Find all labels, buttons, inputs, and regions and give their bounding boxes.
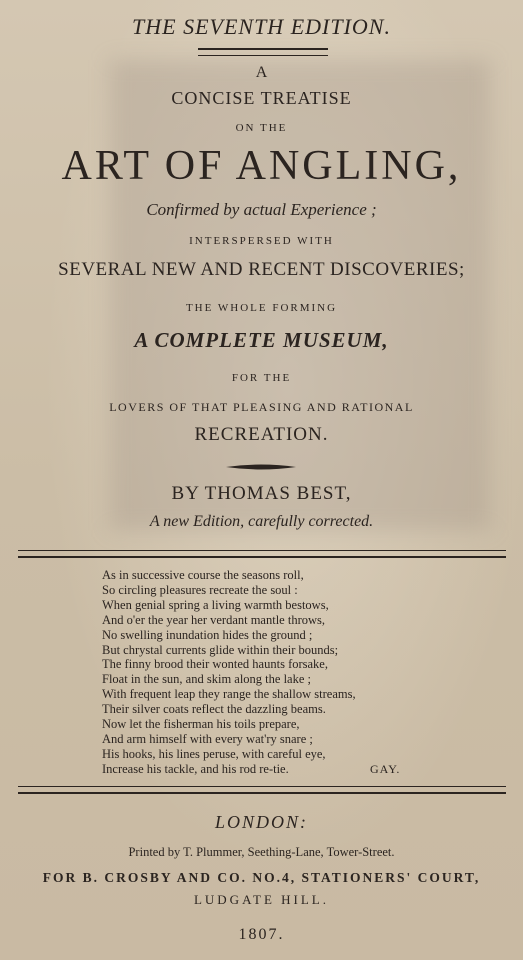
author-name: THOMAS BEST, (204, 483, 352, 504)
subtitle-confirmed: Confirmed by actual Experience ; (146, 200, 377, 219)
poem-line: Float in the sun, and skim along the lake ; (102, 672, 311, 687)
poem-line: So circling pleasures recreate the soul : (102, 582, 298, 597)
imprint-printer: Printed by T. Plummer, Seething-Lane, Tower-Street. (128, 845, 395, 859)
poem-line: No swelling inundation hides the ground ; (102, 627, 313, 642)
poem-line: When genial spring a living warmth bestows, (102, 597, 329, 612)
ornamental-rule (226, 462, 296, 472)
poem-line: With frequent leap they range the shallow streams, (102, 687, 356, 702)
poem-bottom-rule (18, 786, 506, 794)
main-title: ART OF ANGLING, (61, 143, 462, 189)
poem-line: And o'er the year her verdant mantle throws, (102, 612, 326, 627)
poem-line: Their silver coats reflect the dazzling beams. (102, 702, 326, 717)
poem-line: His hooks, his lines peruse, with careful eye, (102, 746, 326, 761)
poem-top-rule (18, 550, 506, 558)
recreation-line: RECREATION. (194, 424, 329, 445)
lovers-line: LOVERS OF THAT PLEASING AND RATIONAL (109, 400, 414, 414)
imprint-publisher: FOR B. CROSBY AND CO. NO.4, STATIONERS' COURT, (42, 870, 481, 885)
complete-museum: A COMPLETE MUSEUM, (134, 328, 389, 352)
poem-line: As in successive course the seasons roll, (102, 568, 304, 582)
imprint-address: LUDGATE HILL. (193, 892, 330, 907)
poem-attribution: GAY. (370, 762, 401, 776)
imprint-city: LONDON: (214, 812, 308, 832)
new-edition-note: A new Edition, carefully corrected. (149, 513, 374, 530)
top-rule (198, 48, 328, 56)
poem-line: Now let the fisherman his toils prepare, (102, 717, 300, 732)
poem-line: But chrystal currents glide within their bounds; (102, 642, 339, 657)
author-line (0, 483, 523, 505)
whole-forming: THE WHOLE FORMING (185, 302, 338, 314)
article-a: A (255, 64, 268, 81)
poem-line: Increase his tackle, and his rod re-tie. (102, 761, 289, 776)
epigraph-poem (102, 568, 422, 777)
edition-heading: THE SEVENTH EDITION. (132, 14, 391, 39)
poem-line: The finny brood their wonted haunts forsake, (102, 657, 328, 672)
concise-treatise: CONCISE TREATISE (171, 88, 352, 108)
on-the: ON THE (235, 122, 288, 134)
imprint-year: 1807. (238, 926, 285, 943)
several-discoveries: SEVERAL NEW AND RECENT DISCOVERIES; (58, 259, 465, 280)
for-the: FOR THE (231, 372, 292, 384)
interspersed-with: INTERSPERSED WITH (189, 235, 334, 247)
poem-line: And arm himself with every wat'ry snare ; (102, 731, 313, 746)
author-by: BY (171, 483, 200, 504)
